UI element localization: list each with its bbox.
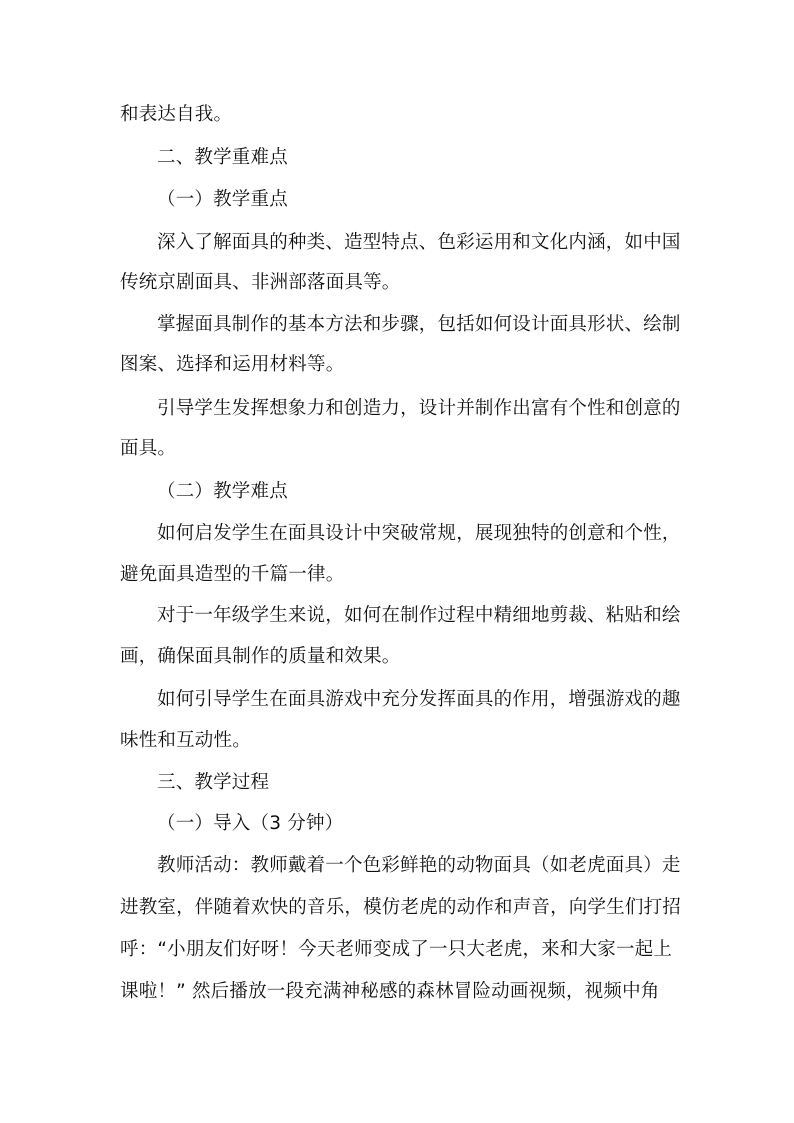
paragraph-line: 对于一年级学生来说，如何在制作过程中精细地剪裁、粘贴和绘 <box>157 605 681 626</box>
paragraph-line: 呼：“小朋友们好呀！今天老师变成了一只大老虎，来和大家一起上 <box>120 939 673 960</box>
paragraph-line: 传统京剧面具、非洲部落面具等。 <box>120 272 401 293</box>
paragraph-line: 画，确保面具制作的质量和效果。 <box>120 646 401 667</box>
paragraph-line: 味性和互动性。 <box>120 730 251 751</box>
paragraph-line: 面具。 <box>120 438 177 459</box>
paragraph-line: 引导学生发挥想象力和创造力，设计并制作出富有个性和创意的 <box>157 398 681 419</box>
paragraph-line: 掌握面具制作的基本方法和步骤，包括如何设计面具形状、绘制 <box>157 314 681 335</box>
paragraph-line: 如何引导学生在面具游戏中充分发挥面具的作用，增强游戏的趣 <box>157 689 681 710</box>
subsection-heading: （一）导入（3 分钟） <box>157 813 344 834</box>
paragraph-line: 深入了解面具的种类、造型特点、色彩运用和文化内涵，如中国 <box>157 232 681 253</box>
subsection-heading: （二）教学难点 <box>157 481 288 502</box>
paragraph-line: 和表达自我。 <box>120 104 233 125</box>
subsection-heading: （一）教学重点 <box>157 189 288 210</box>
section-heading: 三、教学过程 <box>157 772 270 793</box>
paragraph-line: 如何启发学生在面具设计中突破常规，展现独特的创意和个性， <box>157 523 681 544</box>
paragraph-line: 避免面具造型的千篇一律。 <box>120 564 345 585</box>
paragraph-line: 进教室，伴随着欢快的音乐，模仿老虎的动作和声音，向学生们打招 <box>120 897 682 918</box>
paragraph-line: 课啦！” 然后播放一段充满神秘感的森林冒险动画视频，视频中角 <box>120 981 660 1002</box>
section-heading: 二、教学重难点 <box>157 147 288 168</box>
paragraph-line: 教师活动：教师戴着一个色彩鲜艳的动物面具（如老虎面具）走 <box>157 855 681 876</box>
paragraph-line: 图案、选择和运用材料等。 <box>120 354 345 375</box>
